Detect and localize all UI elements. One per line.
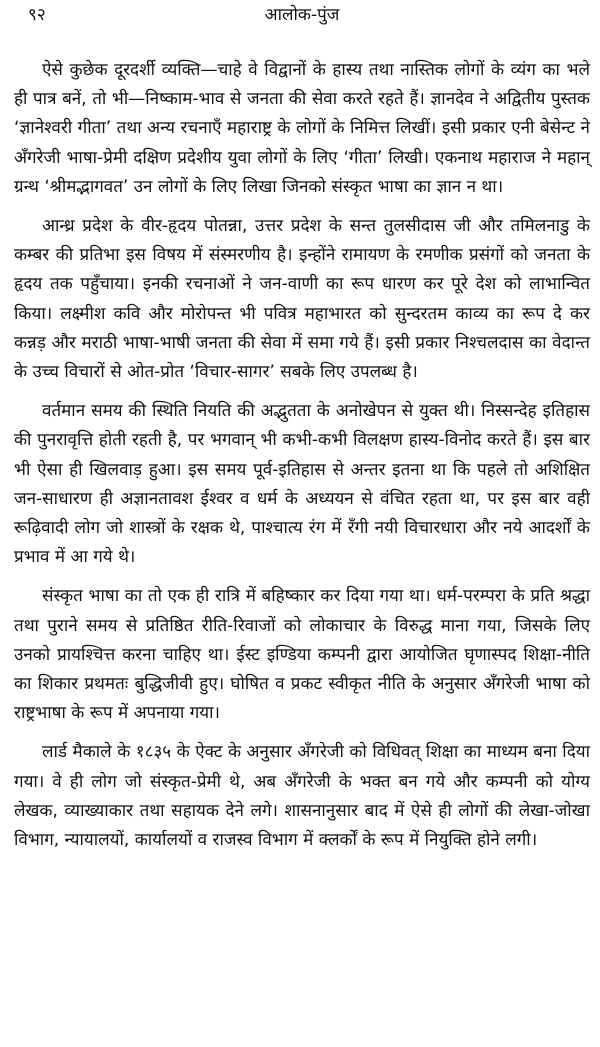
paragraph-5: लार्ड मैकाले के १८३५ के ऐक्ट के अनुसार अँगरेजी को विधिवत् शिक्षा का माध्यम बना दिया गया। वे ही लोग जो संस्कृत-प्रेमी थे, अब अँगरेजी के भक्त बन गये और कम्पनी को योग्य लेखक, व्याख्याकार तथा सहायक देने लगे। शासनानुसार बाद में ऐसे ही लोगों की लेखा-जोखा विभाग, न्यायालयों, कार्यालयों व राजस्व विभाग में क्लर्कों के रूप में नियुक्ति होने लगी। bbox=[14, 742, 590, 851]
running-title: आलोक-पुंज bbox=[264, 5, 340, 25]
paragraph-4: संस्कृत भाषा का तो एक ही रात्रि में बहिष्कार कर दिया गया था। धर्म-परम्परा के प्रति श्रद्धा तथा पुराने समय से प्रतिष्ठित रीति-रिवाजों को लोकाचार के विरुद्ध माना गया, जिसके लिए उनको प्रायश्चित्त करना चाहिए था। ईस्ट इण्डिया कम्पनी द्वारा आयोजित घृणास्पद शिक्षा-नीति का शिकार प्रथमतः बुद्धिजीवी हुए। घोषित व प्रकट स्वीकृत नीति के अनुसार अँगरेजी भाषा को राष्ट्रभाषा के रूप में अपनाया गया। bbox=[14, 586, 590, 724]
page-header bbox=[14, 0, 590, 34]
paragraph-1: ऐसे कुछेक दूरदर्शी व्यक्ति—चाहे वे विद्वानों के हास्य तथा नास्तिक लोगों के व्यंग का भले ही पात्र बनें, तो भी—निष्काम-भाव से जनता की सेवा करते रहते हैं। ज्ञानदेव ने अद्वितीय पुस्तक ‘ज्ञानेश्वरी गीता’ तथा अन्य रचनाएँ महाराष्ट्र के लोगों के निमित्त लिखीं। इसी प्रकार एनी बेसेन्ट ने अँगरेजी भाषा-प्रेमी दक्षिण प्रदेशीय युवा लोगों के लिए ‘गीता’ लिखी। एकनाथ महाराज ने महान् ग्रन्थ ‘श्रीमद्भागवत’ उन लोगों के लिए लिखा जिनको संस्कृत भाषा का ज्ञान न था। bbox=[14, 60, 590, 197]
paragraph-2: आन्ध्र प्रदेश के वीर-हृदय पोतन्ना, उत्तर प्रदेश के सन्त तुलसीदास जी और तमिलनाडु के कम्बर की प्रतिभा इस विषय में संस्मरणीय है। इन्होंने रामायण के रमणीक प्रसंगों को जनता के हृदय तक पहुँचाया। इनकी रचनाओं ने जन-वाणी का रूप धारण कर पूरे देश को लाभान्वित किया। लक्ष्मीश कवि और मोरोपन्त भी पवित्र महाभारत को सुन्दरतम काव्य का रूप दे कर कन्नड़ और मराठी भाषा-भाषी जनता की सेवा में समा गये हैं। इसी प्रकार निश्चलदास का वेदान्त के उच्च विचारों से ओत-प्रोत ‘विचार-सागर’ सबके लिए उपलब्ध है। bbox=[14, 216, 590, 383]
page-number: ९२ bbox=[28, 5, 46, 25]
body-text bbox=[14, 56, 590, 855]
paragraph-3: वर्तमान समय की स्थिति नियति की अद्भुतता के अनोखेपन से युक्त थी। निस्सन्देह इतिहास की पुनरावृत्ति होती रहती है, पर भगवान् भी कभी-कभी विलक्षण हास्य-विनोद करते हैं। इस बार भी ऐसा ही खिलवाड़ हुआ। इस समय पूर्व-इतिहास से अन्तर इतना था कि पहले तो अशिक्षित जन-साधारण ही अज्ञानतावश ईश्वर व धर्म के अध्ययन से वंचित रहता था, पर इस बार वही रूढ़िवादी लोग जो शास्त्रों के रक्षक थे, पाश्चात्य रंग में रँगी नयी विचारधारा और नये आदर्शों के प्रभाव में आ गये थे। bbox=[14, 401, 590, 568]
